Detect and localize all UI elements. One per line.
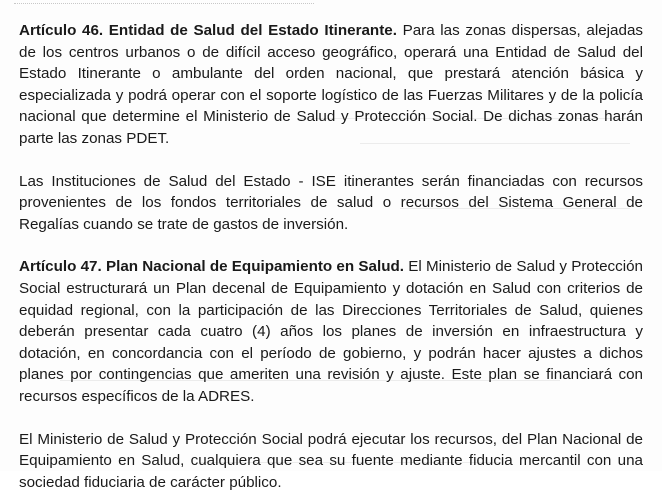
article-46-heading: Artículo 46. Entidad de Salud del Estado Itinerante. <box>19 22 397 39</box>
paragraph-ise-financing <box>19 171 643 236</box>
paragraph-article-47 <box>19 256 643 407</box>
article-46-text: Para las zonas dispersas, alejadas de los centros urbanos o de difícil acceso geográfico, operará una Entidad de Salud del Estado Itinerante o ambulante del orden nacional, que prestará atención básica y especializada y podrá operar con el soporte logístico de las Fuerzas Militares y de la policía nacional que determine el Ministerio de Salud y Protección Social. De dichas zonas harán parte las zonas PDET. <box>19 22 643 147</box>
article-47-text: El Ministerio de Salud y Protección Social estructurará un Plan decenal de Equipamiento y dotación en Salud con criterios de equidad regional, con la participación de las Direcciones Territoriales de Salud, quienes deberán presentar cada cuatro (4) años los planes de inversión en infraestructura y dotación, en concordancia con el período de gobierno, y podrán hacer ajustes a dichos planes por contingencias que ameriten una revisión y ajuste. Este plan se financiará con recursos específicos de la ADRES. <box>19 258 643 405</box>
top-edge-artifact <box>14 0 314 4</box>
document-body <box>19 20 643 493</box>
fiducia-text: El Ministerio de Salud y Protección Social podrá ejecutar los recursos, del Plan Nacional de Equipamiento en Salud, cualquiera que sea su fuente mediante fiducia mercantil con una sociedad fiduciaria de carácter público. <box>19 431 643 491</box>
paragraph-article-46 <box>19 20 643 150</box>
ise-financing-text: Las Instituciones de Salud del Estado - ISE itinerantes serán financiadas con recursos provenientes de los fondos territoriales de salud o recursos del Sistema General de Regalías cuando se trate de gastos de inversión. <box>19 173 643 233</box>
article-47-heading: Artículo 47. Plan Nacional de Equipamiento en Salud. <box>19 258 404 275</box>
paragraph-fiducia <box>19 429 643 493</box>
